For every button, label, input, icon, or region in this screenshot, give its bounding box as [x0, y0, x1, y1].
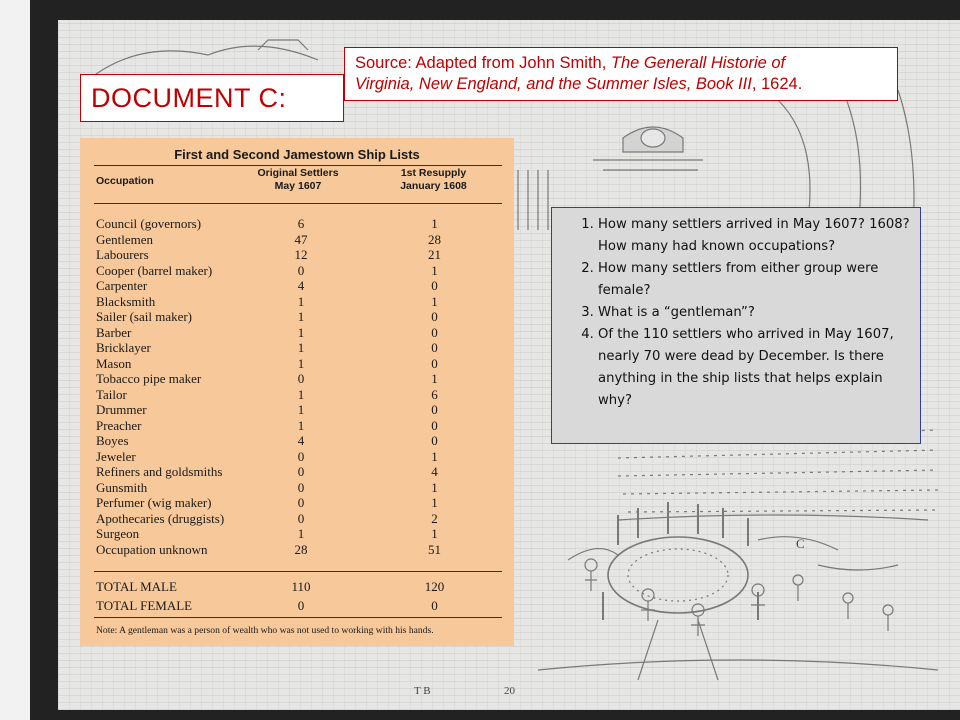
row-occupation: Refiners and goldsmiths — [96, 464, 223, 479]
row-occupation: Occupation unknown — [96, 541, 208, 557]
table-row — [96, 480, 501, 496]
source-title-line2: Virginia, New England, and the Summer Isles, Book III — [355, 75, 752, 93]
table-row — [96, 511, 501, 527]
row-original-count: 1 — [297, 417, 305, 433]
row-original-count: 4 — [297, 278, 305, 293]
question-item: 3. What is a “gentleman”? — [598, 302, 910, 324]
table-row — [96, 464, 501, 480]
header-original-settlers — [230, 167, 366, 193]
row-occupation: Surgeon — [96, 526, 140, 541]
table-row — [96, 526, 501, 542]
row-original-count: 1 — [297, 526, 305, 541]
row-occupation: Tailor — [96, 386, 127, 402]
engraving-mark-20: 20 — [504, 685, 515, 697]
question-item: 1. How many settlers arrived in May 1607? 1608? How many had known occupations? — [598, 214, 910, 258]
row-original-count: 47 — [294, 231, 308, 247]
engraving-mark-tb: T B — [414, 685, 431, 697]
row-original-count: 4 — [297, 433, 305, 448]
source-suffix: , 1624. — [751, 75, 803, 93]
row-occupation: Gunsmith — [96, 479, 148, 495]
row-resupply-count: 51 — [427, 541, 441, 557]
row-resupply-count: 1 — [431, 479, 438, 495]
total-label: TOTAL MALE — [96, 579, 177, 594]
row-original-count: 1 — [297, 324, 305, 340]
source-citation — [344, 47, 898, 101]
table-row — [96, 232, 501, 248]
table-row — [96, 294, 501, 310]
table-bottom-rule — [94, 617, 502, 618]
total-label: TOTAL FEMALE — [96, 598, 193, 613]
row-occupation: Preacher — [96, 417, 142, 433]
row-original-count: 1 — [297, 355, 305, 371]
row-occupation: Mason — [96, 355, 132, 371]
row-resupply-count: 28 — [427, 231, 441, 247]
table-row — [96, 402, 501, 418]
document-label: DOCUMENT C: — [80, 74, 344, 122]
row-occupation: Jeweler — [96, 448, 136, 464]
row-original-count: 0 — [297, 371, 305, 386]
row-resupply-count: 21 — [427, 247, 441, 262]
row-occupation: Barber — [96, 324, 132, 340]
header-first-resupply — [366, 167, 501, 193]
row-occupation: Drummer — [96, 402, 147, 417]
table-title: First and Second Jamestown Ship Lists — [174, 147, 420, 162]
row-resupply-count: 2 — [431, 510, 438, 526]
row-resupply-count: 1 — [431, 448, 438, 464]
questions-list — [564, 214, 910, 412]
total-original: 0 — [297, 598, 305, 613]
row-resupply-count: 0 — [431, 402, 438, 417]
table-row — [96, 216, 501, 232]
row-original-count: 6 — [297, 216, 305, 231]
row-occupation: Perfumer (wig maker) — [96, 495, 212, 510]
table-row — [96, 356, 501, 372]
questions-box — [551, 207, 921, 444]
row-resupply-count: 1 — [431, 526, 438, 541]
row-original-count: 0 — [297, 510, 305, 526]
table-body — [96, 216, 501, 557]
row-occupation: Apothecaries (druggists) — [96, 510, 225, 526]
header-original-line1: Original Settlers — [257, 167, 339, 179]
table-row — [96, 495, 501, 511]
row-resupply-count: 0 — [431, 324, 438, 340]
row-original-count: 1 — [297, 340, 305, 355]
row-occupation: Council (governors) — [96, 216, 202, 231]
row-occupation: Tobacco pipe maker — [96, 371, 202, 386]
row-original-count: 0 — [297, 448, 305, 464]
row-original-count: 12 — [294, 247, 308, 262]
ship-list-table — [80, 138, 514, 646]
row-original-count: 0 — [297, 495, 305, 510]
row-original-count: 0 — [297, 479, 305, 495]
row-resupply-count: 1 — [431, 293, 438, 309]
table-row — [96, 263, 501, 279]
source-prefix: Source: Adapted from John Smith, — [355, 54, 611, 72]
question-item: 2. How many settlers from either group were female? — [598, 258, 910, 302]
header-occupation: Occupation — [96, 175, 154, 187]
row-resupply-count: 0 — [431, 355, 438, 371]
table-row — [96, 340, 501, 356]
table-top-rule — [94, 165, 502, 166]
table-row — [96, 542, 501, 558]
row-original-count: 1 — [297, 402, 305, 417]
row-occupation: Blacksmith — [96, 293, 156, 309]
row-occupation: Sailer (sail maker) — [96, 309, 193, 324]
table-row — [96, 433, 501, 449]
row-original-count: 28 — [294, 541, 308, 557]
table-row — [96, 371, 501, 387]
total-row — [96, 577, 501, 596]
row-occupation: Labourers — [96, 247, 149, 262]
row-resupply-count: 0 — [431, 340, 438, 355]
question-item: 4. Of the 110 settlers who arrived in May 1607, nearly 70 were dead by December. Is there anything in the ship lists that helps explain why? — [598, 324, 910, 412]
table-row — [96, 325, 501, 341]
row-resupply-count: 1 — [431, 216, 438, 231]
table-note: Note: A gentleman was a person of wealth who was not used to working with his hands. — [96, 625, 434, 636]
total-row — [96, 596, 501, 615]
table-row — [96, 449, 501, 465]
row-resupply-count: 0 — [431, 309, 438, 324]
row-original-count: 0 — [297, 464, 305, 479]
table-row — [96, 309, 501, 325]
row-original-count: 1 — [297, 309, 305, 324]
row-occupation: Gentlemen — [96, 231, 154, 247]
row-occupation: Carpenter — [96, 278, 148, 293]
row-resupply-count: 1 — [431, 262, 438, 278]
table-totals-rule — [94, 571, 502, 572]
row-resupply-count: 4 — [431, 464, 438, 479]
total-original: 110 — [291, 579, 311, 594]
table-row — [96, 278, 501, 294]
row-resupply-count: 0 — [431, 278, 438, 293]
row-original-count: 1 — [297, 293, 305, 309]
row-occupation: Boyes — [96, 433, 129, 448]
source-title-line1: The Generall Historie of — [610, 54, 786, 72]
header-original-line2: May 1607 — [274, 180, 322, 192]
header-resupply-line2: January 1608 — [400, 180, 467, 192]
row-original-count: 0 — [297, 262, 305, 278]
row-occupation: Bricklayer — [96, 340, 151, 355]
table-row — [96, 247, 501, 263]
row-occupation: Cooper (barrel maker) — [96, 262, 213, 278]
table-row — [96, 387, 501, 403]
engraving-mark-c: C — [796, 536, 805, 551]
total-resupply: 120 — [424, 579, 445, 594]
table-header-rule — [94, 203, 502, 204]
row-resupply-count: 1 — [431, 371, 438, 386]
table-row — [96, 418, 501, 434]
row-resupply-count: 1 — [431, 495, 438, 510]
row-resupply-count: 0 — [431, 417, 438, 433]
header-resupply-line1: 1st Resupply — [400, 167, 467, 179]
row-resupply-count: 0 — [431, 433, 438, 448]
table-totals — [96, 577, 501, 615]
row-original-count: 1 — [297, 386, 305, 402]
row-resupply-count: 6 — [431, 386, 438, 402]
total-resupply: 0 — [431, 598, 438, 613]
